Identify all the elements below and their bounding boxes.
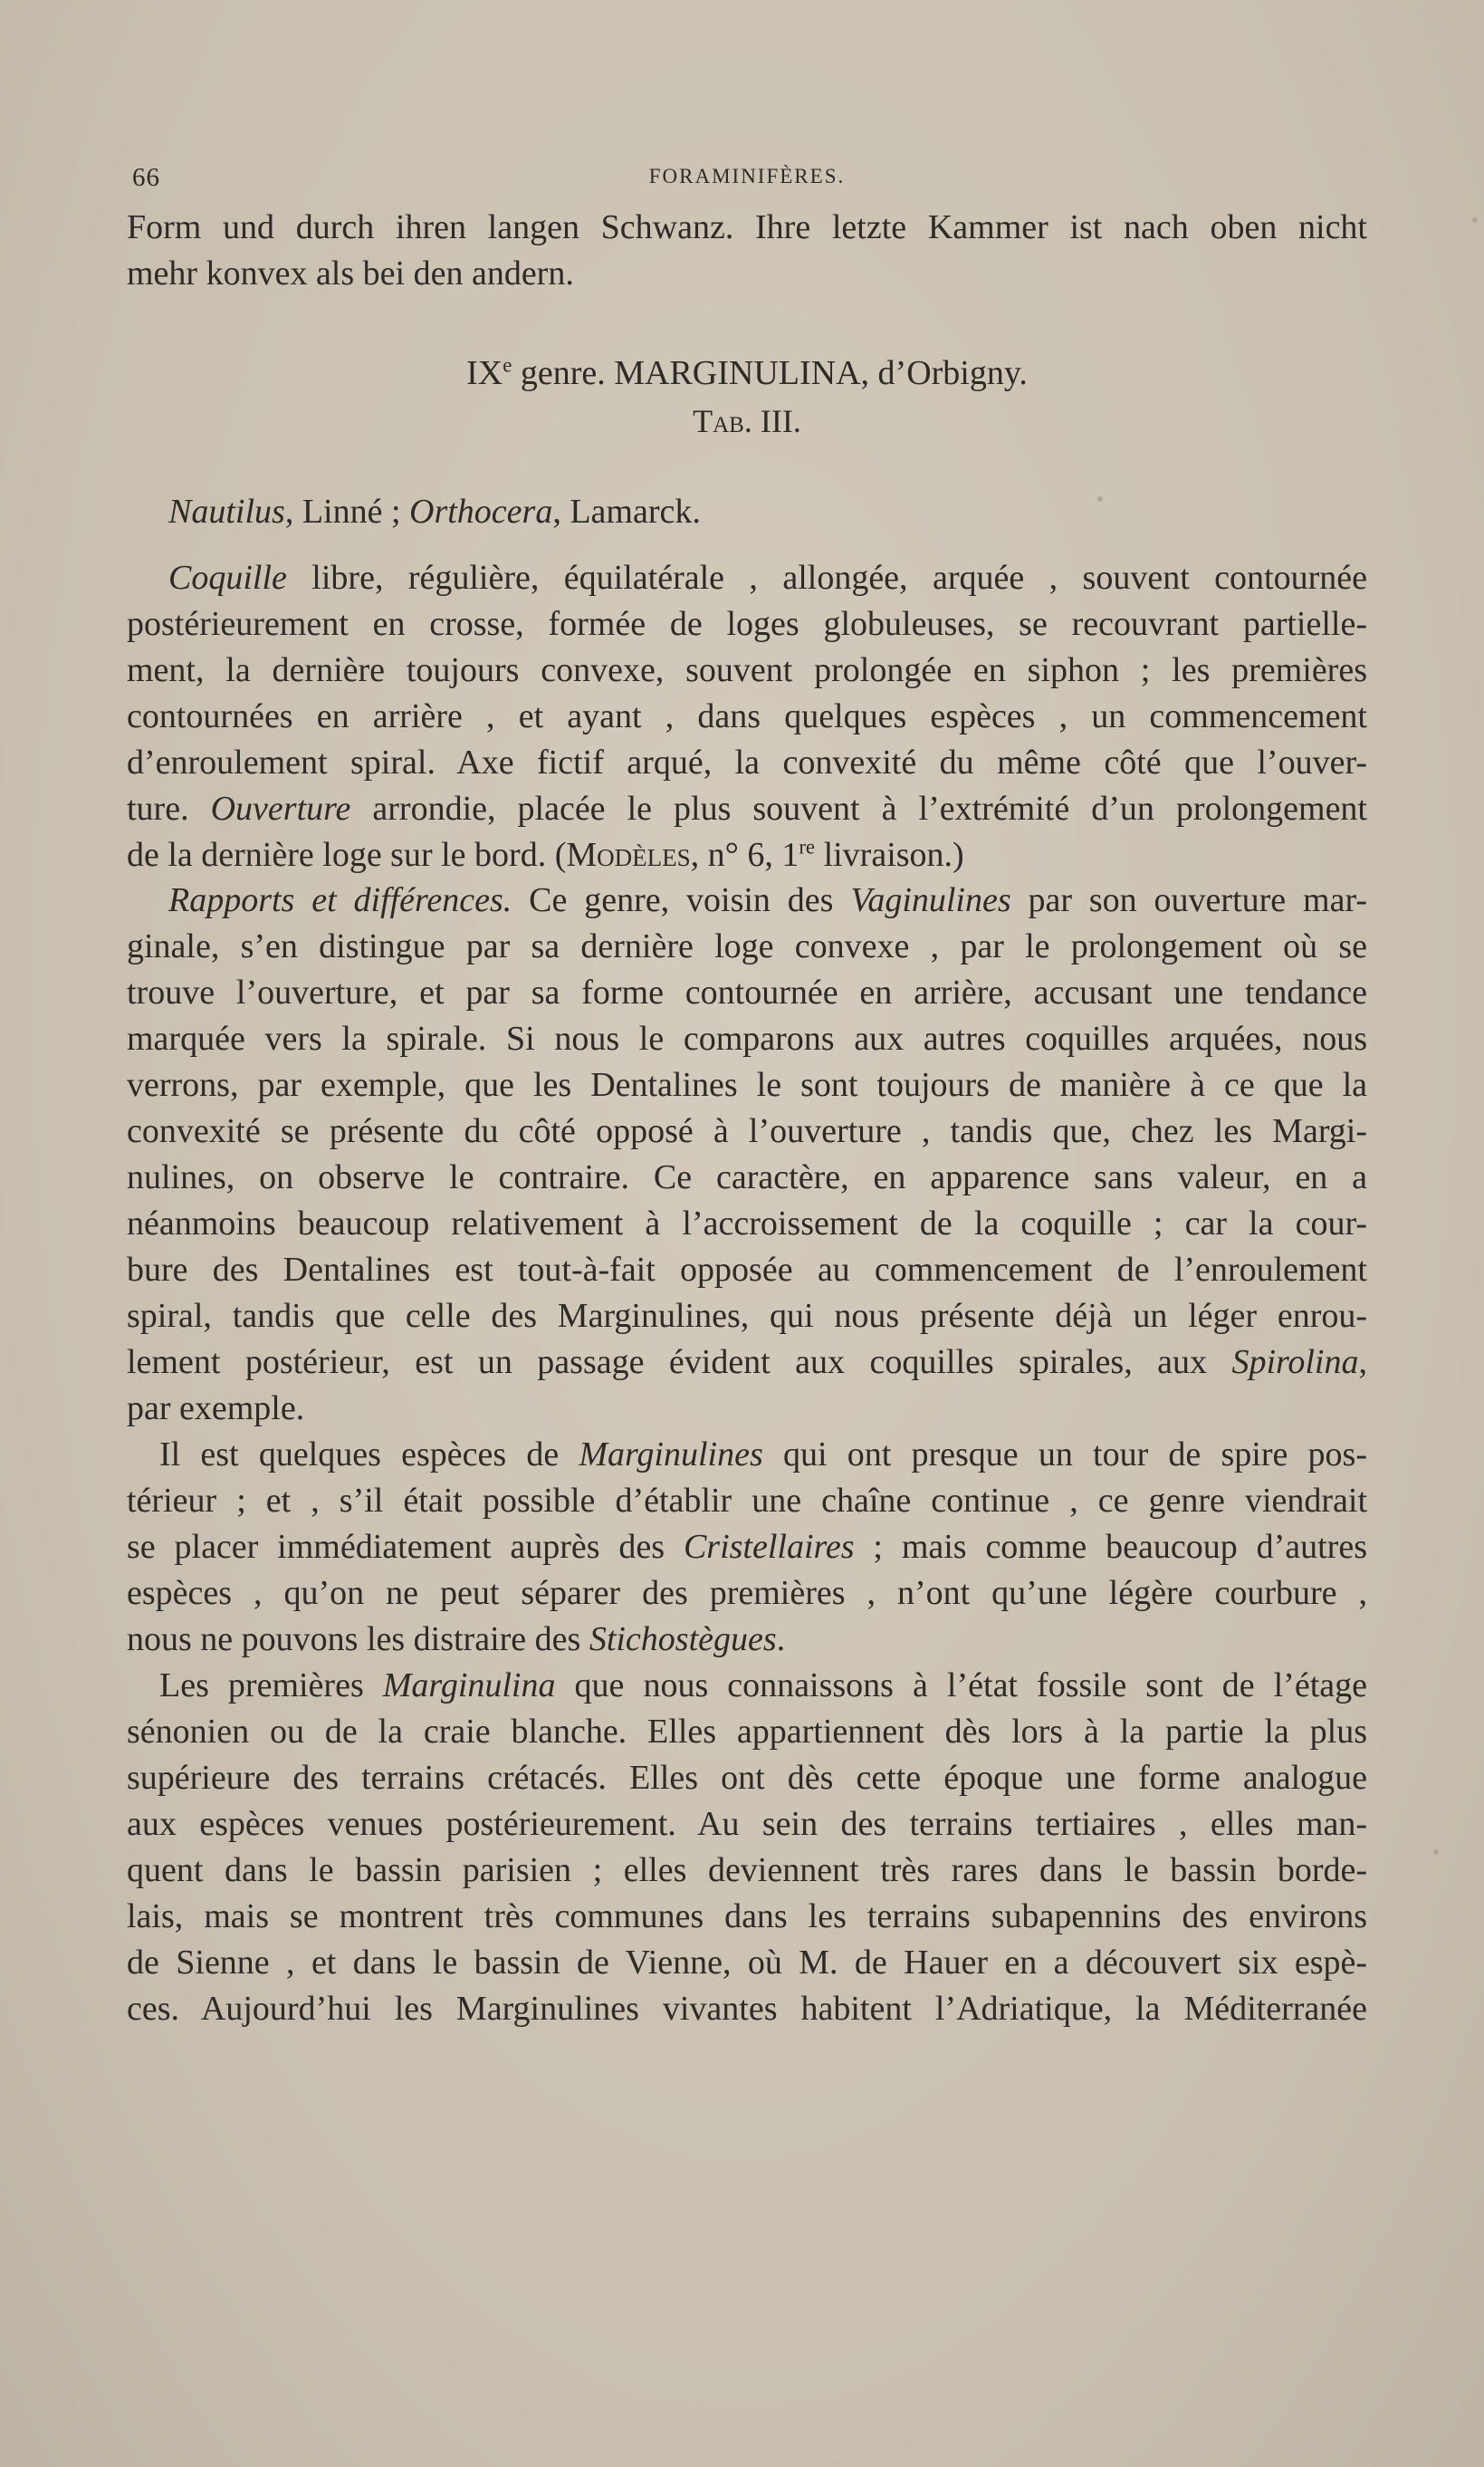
text-line [127, 1339, 1367, 1386]
text-line: térieur ; et , s’il était possible d’établir une chaîne continue , ce genre viendrait [127, 1482, 1367, 1520]
plate-number: III. [752, 403, 801, 439]
paper-blemish [1097, 496, 1103, 502]
synonym-author: , Lamarck. [552, 493, 701, 531]
italic-term: Vaginulines [850, 881, 1011, 919]
continuation-paragraph [127, 205, 1367, 297]
text-line: par exemple. [127, 1389, 305, 1427]
text-line [127, 1432, 1367, 1478]
text-line: postérieurement en crosse, formée de loges globuleuses, se recouvrant partielle- [127, 605, 1367, 643]
superscript: re [799, 835, 816, 859]
synonym-genus: Orthocera [409, 493, 553, 531]
text-span: que nous connaissons à l’état fossile sont de l’étage [555, 1666, 1367, 1704]
synonym-author: , Linné ; [284, 493, 410, 531]
text-line: néanmoins beaucoup relativement à l’accroissement de la coquille ; car la cour- [127, 1205, 1367, 1243]
running-header [127, 163, 1367, 199]
especes-paragraph [127, 1432, 1367, 1663]
text-span: qui ont presque un tour de spire pos- [762, 1435, 1367, 1473]
text-line [127, 555, 1367, 601]
text-span: Ce genre, voisin des [512, 881, 851, 919]
small-caps-term: Modèles [566, 836, 691, 874]
text-span: par son ouverture mar- [1010, 881, 1367, 919]
text-line: sénonien ou de la craie blanche. Elles appartiennent dès lors à la partie la plus [127, 1713, 1367, 1751]
text-line: ginale, s’en distingue par sa dernière loge convexe , par le prolongement où se [127, 927, 1367, 965]
italic-term: Spirolina [1231, 1343, 1359, 1381]
text-line: quent dans le bassin parisien ; elles deviennent très rares dans le bassin borde- [127, 1851, 1367, 1889]
text-span: de la dernière loge sur le bord. ( [127, 836, 567, 874]
text-line [127, 1524, 1367, 1570]
text-span: livraison.) [815, 836, 964, 874]
text-span: arrondie, placée le plus souvent à l’extrémité d’un prolongement [350, 790, 1367, 828]
synonyms-line [127, 489, 1367, 535]
genus-heading [127, 349, 1367, 444]
text-span: libre, régulière, équilatérale , allongée, arquée , souvent contournée [286, 559, 1367, 597]
text-line: ces. Aujourd’hui les Marginulines vivantes habitent l’Adriatique, la Méditerranée [127, 1990, 1367, 2028]
fossiles-paragraph [127, 1663, 1367, 2032]
genus-title [127, 349, 1367, 398]
text-span: , n° 6, 1 [690, 836, 799, 874]
text-line: marquée vers la spirale. Si nous le comparons aux autres coquilles arquées, nous [127, 1020, 1367, 1058]
text-span: , [1358, 1343, 1367, 1381]
text-line [127, 1663, 1367, 1709]
text-line: verrons, par exemple, que les Dentalines le sont toujours de manière à ce que la [127, 1066, 1367, 1104]
text-line: Form und durch ihren langen Schwanz. Ihre letzte Kammer ist nach oben nicht [127, 208, 1367, 246]
italic-term: Marginulina [382, 1666, 556, 1704]
text-line: espèces , qu’on ne peut séparer des premières , n’ont qu’une légère courbure , [127, 1574, 1367, 1612]
text-line: mehr konvex als bei den andern. [127, 254, 574, 293]
text-span: lement postérieur, est un passage évident aux coquilles spirales, aux [127, 1343, 1232, 1381]
italic-term: Cristellaires [683, 1528, 855, 1566]
text-span: ; mais comme beaucoup d’autres [854, 1528, 1367, 1566]
text-line: aux espèces venues postérieurement. Au sein des terrains tertiaires , elles man- [127, 1805, 1367, 1843]
synonym-genus: Nautilus [168, 493, 285, 531]
text-line: de Sienne , et dans le bassin de Vienne, où M. de Hauer en a découvert six espè- [127, 1944, 1367, 1982]
text-line: spiral, tandis que celle des Marginulines, qui nous présente déjà un léger enrou- [127, 1297, 1367, 1335]
text-line [127, 489, 1367, 535]
description-paragraph [127, 555, 1367, 878]
text-line: trouve l’ouverture, et par sa forme contournée en arrière, accusant une tendance [127, 974, 1367, 1012]
text-line: contournées en arrière , et ayant , dans quelques espèces , un commencement [127, 697, 1367, 735]
paper-blemish [1433, 1849, 1439, 1855]
rapports-paragraph [127, 878, 1367, 1432]
paper-blemish [1472, 217, 1478, 223]
text-span: Les premières [159, 1666, 383, 1704]
text-line [127, 786, 1367, 832]
genus-title-text: genre. MARGINULINA, d’Orbigny. [512, 354, 1028, 392]
text-span: . [776, 1620, 786, 1658]
plate-prefix: Tab. [693, 403, 752, 439]
genus-ordinal: IX [466, 354, 503, 392]
text-line [127, 878, 1367, 924]
running-title: FORAMINIFÈRES. [648, 165, 846, 187]
plate-reference [127, 398, 1367, 444]
text-span: se placer immédiatement auprès des [127, 1528, 684, 1566]
text-line: lais, mais se montrent très communes dans les terrains subapennins des environs [127, 1897, 1367, 1935]
text-line [127, 832, 1367, 878]
italic-term: Ouverture [210, 790, 351, 828]
text-line: bure des Dentalines est tout-à-fait opposée au commencement de l’enroulement [127, 1251, 1367, 1289]
italic-term: Marginulines [579, 1435, 763, 1473]
text-span: nous ne pouvons les distraire des [127, 1620, 589, 1658]
text-line: supérieure des terrains crétacés. Elles ont dès cette époque une forme analogue [127, 1759, 1367, 1797]
genus-ordinal-sup: e [503, 353, 512, 377]
text-line [127, 1617, 1367, 1663]
text-line: convexité se présente du côté opposé à l’ouverture , tandis que, chez les Margi- [127, 1112, 1367, 1150]
text-line: ment, la dernière toujours convexe, souvent prolongée en siphon ; les premières [127, 651, 1367, 689]
text-span: ture. [127, 790, 211, 828]
text-line: nulines, on observe le contraire. Ce caractère, en apparence sans valeur, en a [127, 1158, 1367, 1196]
text-line: d’enroulement spiral. Axe fictif arqué, la convexité du même côté que l’ouver- [127, 744, 1367, 782]
italic-term: Rapports et différences. [168, 881, 512, 919]
page-number: 66 [132, 163, 160, 192]
text-span: Il est quelques espèces de [159, 1435, 579, 1473]
italic-term: Stichostègues [589, 1620, 777, 1658]
italic-term: Coquille [168, 559, 287, 597]
